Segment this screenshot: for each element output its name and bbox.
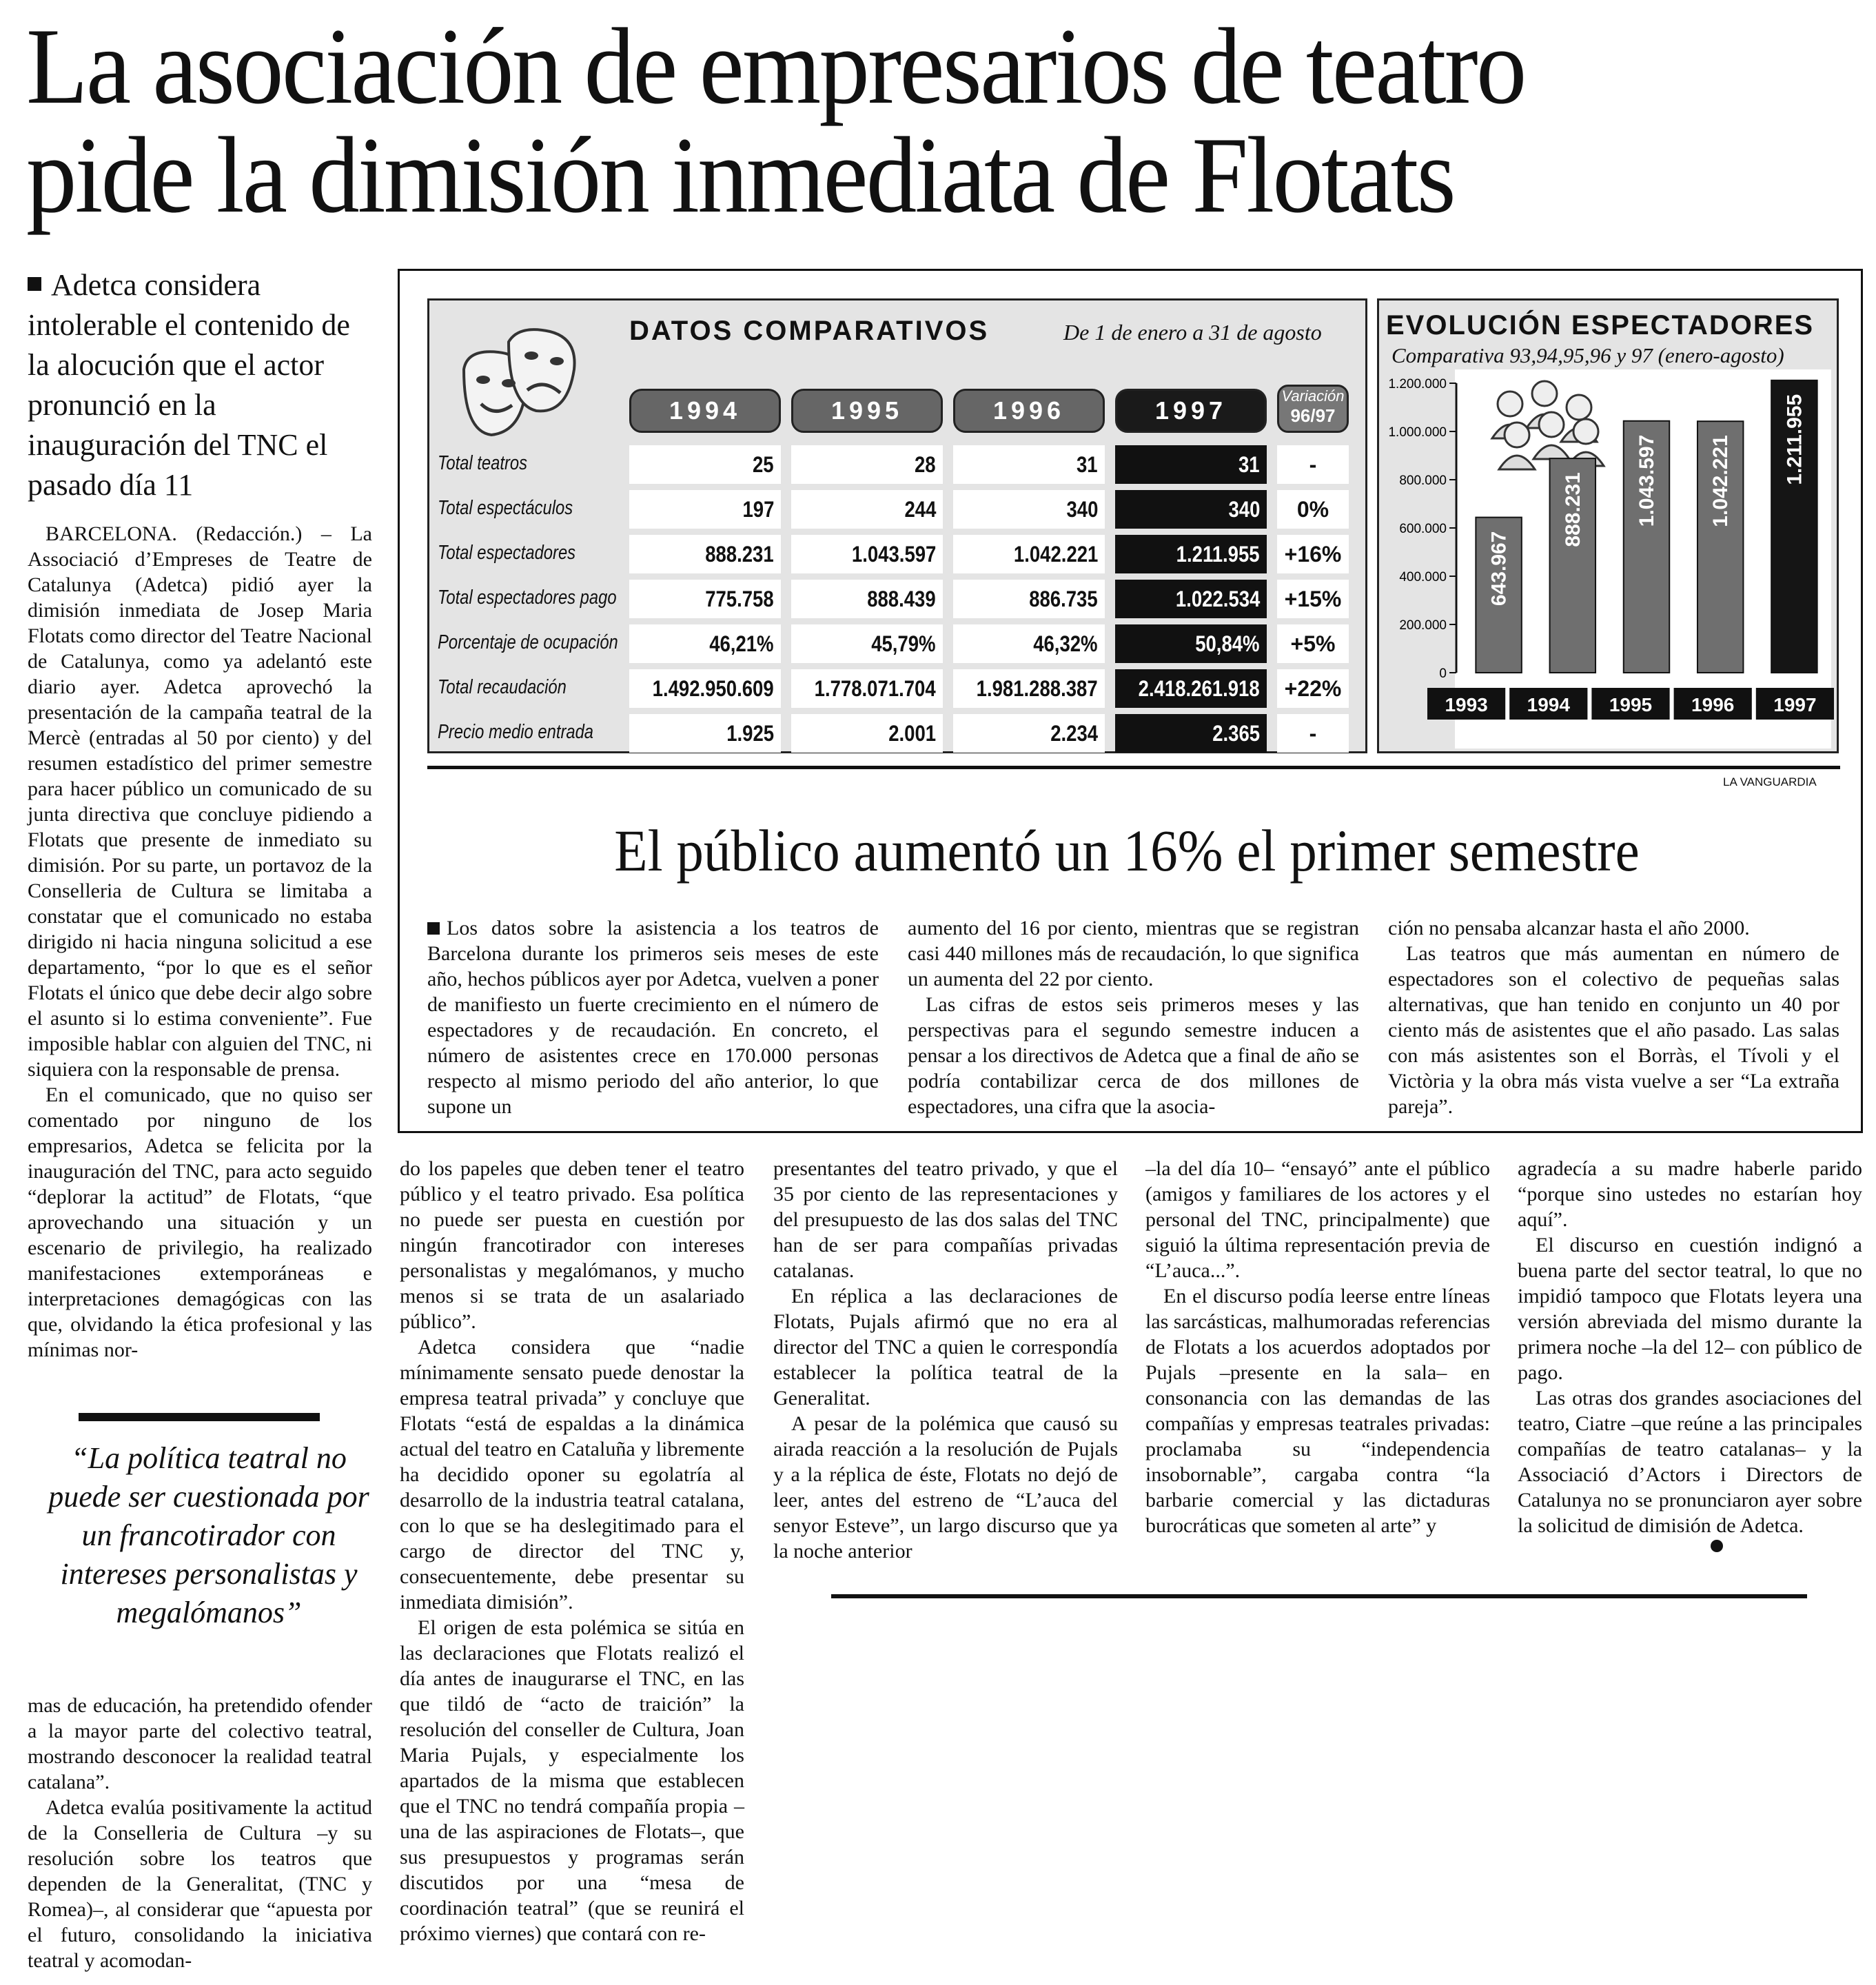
y-tick-label: 1.200.000 bbox=[1388, 377, 1447, 391]
table-cell bbox=[953, 714, 1105, 753]
headline bbox=[26, 6, 1693, 236]
table-row-label: Total espectadores pago bbox=[438, 587, 617, 609]
pull-quote: “La política teatral no puede ser cuestionada por un francotirador con intereses personalistas y megalómanos” bbox=[48, 1441, 369, 1629]
table-cell-value: 1.211.955 bbox=[1176, 542, 1260, 567]
table-cell-value: 46,32% bbox=[1033, 631, 1098, 656]
table-cell bbox=[953, 535, 1105, 573]
table-subtitle: De 1 de enero a 31 de agosto bbox=[1063, 320, 1322, 345]
table-variation-cell: - bbox=[1277, 445, 1349, 484]
x-tick-label: 1993 bbox=[1445, 694, 1488, 715]
infobox-column-3 bbox=[1388, 915, 1839, 1119]
table-cell bbox=[629, 669, 781, 708]
table-cell-value: 31 bbox=[1238, 452, 1260, 477]
bar-value-label: 1.211.955 bbox=[1783, 394, 1806, 485]
infobox bbox=[398, 269, 1863, 1133]
table-cell-value: 1.042.221 bbox=[1013, 542, 1098, 567]
theatre-masks-icon bbox=[450, 321, 588, 459]
table-cell-value: 1.925 bbox=[726, 721, 774, 746]
table-cell-value: 25 bbox=[753, 452, 774, 477]
column-4 bbox=[1145, 1156, 1490, 1538]
table-cell bbox=[629, 624, 781, 663]
table-variation-cell: +5% bbox=[1277, 624, 1349, 663]
table-variation-cell: - bbox=[1277, 714, 1349, 753]
comparative-table-panel bbox=[427, 298, 1367, 753]
y-tick-label: 200.000 bbox=[1399, 618, 1447, 633]
table-row-label: Precio medio entrada bbox=[438, 721, 594, 743]
table-cell bbox=[1115, 445, 1267, 484]
infobox-rule bbox=[427, 766, 1840, 769]
table-variation-cell: +22% bbox=[1277, 669, 1349, 708]
table-cell-value: 1.043.597 bbox=[851, 542, 936, 567]
headline-line-2: pide la dimisión inmediata de Flotats bbox=[26, 115, 1454, 236]
headline-line-1: La asociación de empresarios de teatro bbox=[26, 6, 1525, 127]
table-cell bbox=[629, 445, 781, 484]
table-row-label: Total espectáculos bbox=[438, 497, 573, 519]
deck bbox=[28, 265, 372, 505]
paragraph: Adetca considera que “nadie mínimamente sensato puede denostar la empresa teatral privada” y concluye que Flotats “está de espaldas a la dinámica actual del teatro en Cataluña y libremente ha decidido oponer su egolatría al desarrollo de la industria teatral catalana, con lo que se ha deslegitimado para el cargo de director del TNC y, consecuentemente, debe presentar su inmediata dimisión”. bbox=[400, 1336, 744, 1614]
table-cell-value: 1.778.071.704 bbox=[815, 676, 936, 701]
table-cell bbox=[953, 624, 1105, 663]
infobox-column-1 bbox=[427, 915, 879, 1119]
variation-header bbox=[1277, 385, 1349, 433]
table-cell-value: 46,21% bbox=[709, 631, 774, 656]
table-cell-value: 1.981.288.387 bbox=[977, 676, 1098, 701]
table-row-label: Total espectadores bbox=[438, 542, 576, 564]
y-tick-label: 600.000 bbox=[1399, 522, 1447, 536]
paragraph: En réplica a las declaraciones de Flotats, Pujals afirmó que no era al director del TNC a quien le correspondía establecer la política teatral de la Generalitat. bbox=[773, 1285, 1118, 1409]
table-cell bbox=[629, 490, 781, 529]
table-cell bbox=[791, 580, 943, 618]
table-cell bbox=[953, 580, 1105, 618]
y-tick-label: 800.000 bbox=[1399, 474, 1447, 488]
x-tick-label: 1994 bbox=[1527, 694, 1570, 715]
bullet-square-icon bbox=[28, 277, 41, 291]
variation-label: Variación bbox=[1281, 387, 1345, 405]
column-5 bbox=[1518, 1156, 1862, 1538]
deck-text: Adetca considera intolerable el contenido de la alocución que el actor pronunció en la inauguración del TNC el pasado día 11 bbox=[28, 268, 350, 502]
year-header: 1995 bbox=[791, 389, 943, 433]
paragraph: Adetca evalúa positivamente la actitud de la Conselleria de Cultura –y su resolución sobre los teatros que dependen de la Generalitat, (TNC y Romea)–, al considerar que “apuesta por el futuro, consolidando la iniciativa teatral y acomodan- bbox=[28, 1796, 372, 1972]
paragraph: do los papeles que deben tener el teatro público y el teatro privado. Esa política no puede ser puesta en cuestión por ningún francotirador con intereses personalistas y megalómanos, y mucho menos si se trata de un asalariado público”. bbox=[400, 1157, 744, 1333]
table-cell bbox=[629, 535, 781, 573]
paragraph: Las cifras de estos seis primeros meses y las perspectivas para el segundo semestre inducen a pensar a los directivos de Adetca que a final de año se podría contabilizar cerca de dos millones de espectadores, una cifra que la asocia- bbox=[908, 993, 1359, 1118]
spectators-chart-panel bbox=[1377, 298, 1839, 753]
x-tick-label: 1995 bbox=[1609, 694, 1653, 715]
column-1-top bbox=[28, 521, 372, 1363]
table-cell-value: 2.365 bbox=[1212, 721, 1260, 746]
bar-value-label: 1.043.597 bbox=[1635, 434, 1658, 527]
column-2 bbox=[400, 1156, 744, 1946]
table-cell-value: 340 bbox=[1066, 497, 1098, 522]
paragraph bbox=[427, 915, 879, 1119]
table-cell bbox=[791, 714, 943, 753]
table-cell-value: 888.231 bbox=[705, 542, 774, 567]
table-variation-cell: +16% bbox=[1277, 535, 1349, 573]
table-cell bbox=[791, 490, 943, 529]
table-cell bbox=[1115, 580, 1267, 618]
table-cell bbox=[1115, 714, 1267, 753]
bottom-rule bbox=[831, 1594, 1807, 1598]
table-cell-value: 244 bbox=[904, 497, 936, 522]
table-cell-value: 340 bbox=[1228, 497, 1260, 522]
y-tick-label: 1.000.000 bbox=[1388, 425, 1447, 440]
table-cell-value: 1.022.534 bbox=[1175, 587, 1260, 611]
bullet-square-icon bbox=[427, 922, 440, 935]
year-header: 1996 bbox=[953, 389, 1105, 433]
table-cell-value: 2.001 bbox=[888, 721, 936, 746]
x-tick-label: 1997 bbox=[1773, 694, 1817, 715]
table-variation-cell: 0% bbox=[1277, 490, 1349, 529]
variation-period: 96/97 bbox=[1290, 405, 1336, 426]
table-cell-value: 28 bbox=[915, 452, 936, 477]
table-cell-value: 31 bbox=[1077, 452, 1098, 477]
paragraph: agradecía a su madre haberle parido “porque sino ustedes no estarían hoy aquí”. bbox=[1518, 1157, 1862, 1231]
credit: LA VANGUARDIA bbox=[1723, 775, 1817, 788]
end-mark-icon bbox=[1711, 1540, 1723, 1552]
bar-value-label: 643.967 bbox=[1487, 531, 1511, 607]
infobox-column-2 bbox=[908, 915, 1359, 1119]
table-cell-value: 50,84% bbox=[1195, 631, 1260, 656]
year-header: 1997 bbox=[1115, 389, 1267, 433]
bar-value-label: 1.042.221 bbox=[1709, 435, 1733, 527]
paragraph: En el comunicado, que no quiso ser comentado por ninguno de los empresarios, Adetca se felicita por la inauguración del TNC, para acto seguido “deplorar la actitud” de Flotats, “que aprovechando una situación y un escenario de privilegio, ha realizado manifestaciones extemporáneas e interpretaciones demagógicas con las que, olvidando la ética profesional y las mínimas nor- bbox=[28, 1083, 372, 1361]
table-cell-value: 886.735 bbox=[1029, 587, 1098, 611]
paragraph: A pesar de la polémica que causó su airada reacción a la resolución de Pujals y a la réplica de éste, Flotats no dejó de leer, antes del estreno de “L’auca del senyor Esteve”, un largo discurso que ya la noche anterior bbox=[773, 1412, 1118, 1562]
table-cell bbox=[791, 669, 943, 708]
table-cell bbox=[953, 669, 1105, 708]
paragraph: Las teatros que más aumentan en número de espectadores son el colectivo de pequeñas salas alternativas, que han tenido en conjunto un 40 por ciento más de asistentes que el año pasado. Las salas con más asistentes son el Borràs, el Tívoli y el Victòria y la obra más vista vuelve a ser “La extraña pareja”. bbox=[1388, 942, 1839, 1118]
paragraph: El origen de esta polémica se sitúa en las declaraciones que Flotats realizó el día antes de inaugurarse el TNC, en las que tildó de “acto de traición” la resolución del conseller de Cultura, Joan Maria Pujals, y especialmente los apartados de la misma que establecen que el TNC no tendrá compañía propia –una de las aspiraciones de Flotats–, que sus presupuestos y programas serán discutidos por una “mesa de coordinación teatral” (que se reunirá el próximo viernes) que contará con re- bbox=[400, 1616, 744, 1945]
table-row-label: Total recaudación bbox=[438, 676, 567, 698]
table-cell bbox=[1115, 624, 1267, 663]
table-row-label: Total teatros bbox=[438, 452, 527, 474]
paragraph-text: Los datos sobre la asistencia a los teatros de Barcelona durante los primeros seis meses de este año, hechos públicos ayer por Adetca, vuelven a poner de manifiesto un fuerte crecimiento en el número de espectadores y de recaudación. En concreto, el número de asistentes crece en 170.000 personas respecto al mismo periodo del año anterior, lo que supone un bbox=[427, 917, 879, 1118]
table-cell-value: 2.234 bbox=[1050, 721, 1098, 746]
paragraph: aumento del 16 por ciento, mientras que se registran casi 440 millones más de recaudación, lo que significa un aumenta del 22 por ciento. bbox=[908, 917, 1359, 990]
paragraph: presentantes del teatro privado, y que el 35 por ciento de las representaciones y del presupuesto de las dos salas del TNC han de ser para compañías privadas catalanas. bbox=[773, 1157, 1118, 1282]
table-cell-value: 45,79% bbox=[871, 631, 936, 656]
x-tick-label: 1996 bbox=[1691, 694, 1735, 715]
paragraph: ción no pensaba alcanzar hasta el año 2000. bbox=[1388, 917, 1750, 939]
y-tick-label: 0 bbox=[1439, 666, 1447, 681]
y-tick-label: 400.000 bbox=[1399, 570, 1447, 584]
table-cell bbox=[629, 714, 781, 753]
paragraph: –la del día 10– “ensayó” ante el público (amigos y familiares de los actores y el personal del TNC, principalmente) que siguió la última representación previa de “L’auca...”. bbox=[1145, 1157, 1490, 1282]
bar-value-label: 888.231 bbox=[1561, 472, 1584, 547]
table-cell bbox=[953, 445, 1105, 484]
table-cell bbox=[791, 624, 943, 663]
table-cell-value: 1.492.950.609 bbox=[653, 676, 774, 701]
paragraph: mas de educación, ha pretendido ofender a la mayor parte del colectivo teatral, mostrando desconocer la realidad teatral catalana”. bbox=[28, 1694, 372, 1793]
column-3 bbox=[773, 1156, 1118, 1564]
table-cell-value: 197 bbox=[742, 497, 774, 522]
table-title: DATOS COMPARATIVOS bbox=[629, 316, 990, 346]
table-cell bbox=[629, 580, 781, 618]
table-row-label: Porcentaje de ocupación bbox=[438, 631, 618, 653]
table-cell bbox=[791, 535, 943, 573]
year-header: 1994 bbox=[629, 389, 781, 433]
table-cell-value: 2.418.261.918 bbox=[1139, 676, 1260, 701]
paragraph: El discurso en cuestión indignó a buena parte del sector teatral, lo que no impidió tampoco que Flotats leyera una versión abreviada del mismo durante la primera noche –la del 12– con público de pago. bbox=[1518, 1234, 1862, 1384]
infobox-subhead: El público aumentó un 16% el primer semestre bbox=[614, 817, 1640, 884]
table-cell bbox=[1115, 490, 1267, 529]
table-cell bbox=[1115, 535, 1267, 573]
table-cell bbox=[1115, 669, 1267, 708]
table-cell bbox=[953, 490, 1105, 529]
bar-chart bbox=[1379, 369, 1837, 751]
paragraph: BARCELONA. (Redacción.) – La Associació d’Empreses de Teatre de Catalunya (Adetca) pidió ayer la dimisión inmediata de Josep Maria Flotats como director del Teatre Nacional de Catalunya, como ya adelantó este diario ayer. Adetca aprovechó la presentación de la campaña teatral de la Mercè (entradas al 50 por ciento) y del resumen estadístico del primer semestre para hacer público un comunicado de su junta directiva que concluye pidiendo a Flotats que presente de inmediato su dimisión. Por su parte, un portavoz de la Conselleria de Cultura se limitaba a constatar que el comunicado no estaba dirigido ni hacia ninguna solicitud a ese departamento, “por lo que es el señor Flotats el único que debe decir algo sobre el asunto si lo estima conveniente”. Fue imposible hablar con alguien del TNC, ni siquiera con la responsable de prensa. bbox=[28, 522, 372, 1081]
chart-subtitle: Comparativa 93,94,95,96 y 97 (enero-agosto) bbox=[1391, 343, 1784, 367]
pull-quote-rule bbox=[79, 1413, 320, 1421]
column-1-bottom bbox=[28, 1693, 372, 1973]
table-cell-value: 888.439 bbox=[867, 587, 936, 611]
chart-title: EVOLUCIÓN ESPECTADORES bbox=[1386, 310, 1815, 340]
table-cell-value: 775.758 bbox=[705, 587, 774, 611]
table-variation-cell: +15% bbox=[1277, 580, 1349, 618]
table-cell bbox=[791, 445, 943, 484]
paragraph: En el discurso podía leerse entre líneas las sarcásticas, malhumoradas referencias de Flotats a los acuerdos adoptados por Pujals –presente en la sala– en consonancia con las demandas de las compañías y empresas teatrales privadas: proclamaba su “independencia insobornable”, cargaba contra “la barbarie comercial y las dictaduras burocráticas que someten al arte” y bbox=[1145, 1285, 1490, 1537]
paragraph: Las otras dos grandes asociaciones del teatro, Ciatre –que reúne a las principales compañías de teatro catalanas– y la Associació d’Actors i Directors de Catalunya no se pronunciaron ayer sobre la solicitud de dimisión de Adetca. bbox=[1518, 1387, 1862, 1537]
